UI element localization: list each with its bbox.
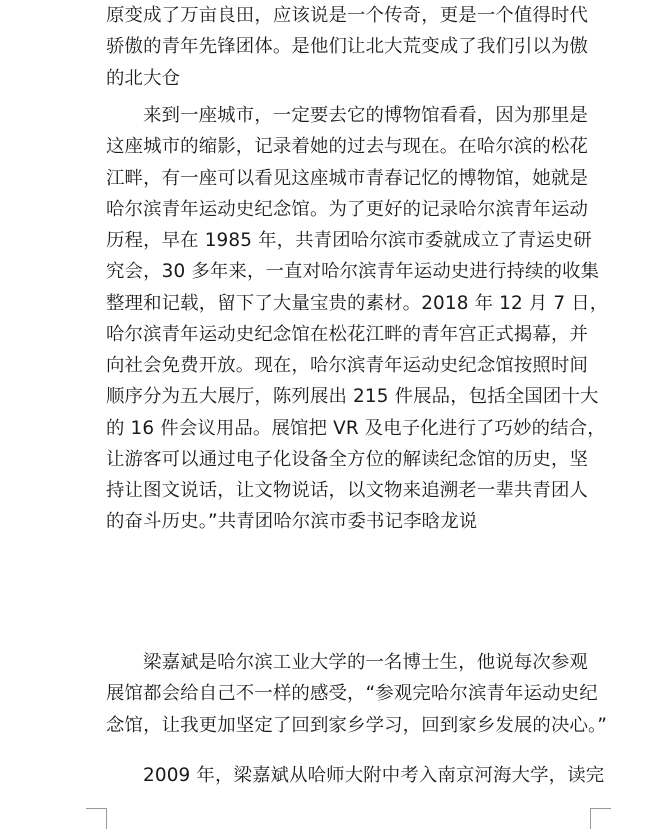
page-margin-marker-left — [86, 808, 107, 829]
paragraph-line: 顺序分为五大展厅，陈列展出 215 件展品，包括全国团十大 — [106, 386, 599, 408]
paragraph-line: 向社会免费开放。现在，哈尔滨青年运动史纪念馆按照时间 — [106, 355, 589, 376]
paragraph-line: 整理和记载，留下了大量宝贵的素材。2018 年 12 月 7 日， — [106, 292, 609, 314]
paragraph-line: 哈尔滨青年运动史纪念馆。为了更好的记录哈尔滨青年运动 — [106, 198, 589, 220]
paragraph-line: 江畔，有一座可以看见这座城市青春记忆的博物馆，她就是 — [106, 167, 589, 189]
paragraph-line: 持让图文说话，让文物说话，以文物来追溯老一辈共青团人 — [106, 480, 589, 501]
paragraph-4 — [106, 760, 605, 791]
paragraph-line: 的奋斗历史。”共青团哈尔滨市委书记李晗龙说 — [106, 511, 478, 533]
paragraph-3 — [106, 647, 608, 741]
paragraph-line: 骄傲的青年先锋团体。是他们让北大荒变成了我们引以为傲 — [106, 36, 589, 58]
paragraph-line: 梁嘉斌是哈尔滨工业大学的一名博士生，他说每次参观 — [143, 652, 588, 673]
paragraph-line: 2009 年，梁嘉斌从哈师大附中考入南京河海大学，读完 — [143, 765, 605, 786]
paragraph-line: 历程，早在 1985 年，共青团哈尔滨市委就成立了青运史研 — [106, 230, 592, 251]
paragraph-line: 究会，30 多年来，一直对哈尔滨青年运动史进行持续的收集 — [106, 261, 600, 283]
paragraph-line: 的 16 件会议用品。展馆把 VR 及电子化进行了巧妙的结合， — [106, 417, 606, 439]
paragraph-line: 哈尔滨青年运动史纪念馆在松花江畔的青年宫正式揭幕，并 — [106, 323, 589, 345]
paragraph-line: 来到一座城市，一定要去它的博物馆看看，因为那里是 — [143, 105, 588, 126]
paragraph-1 — [106, 0, 590, 94]
paragraph-line: 原变成了万亩良田，应该说是一个传奇，更是一个值得时代 — [106, 5, 589, 26]
paragraph-line: 的北大仓 — [106, 67, 181, 89]
page-margin-marker-right — [590, 808, 611, 829]
paragraph-2 — [106, 100, 609, 538]
paragraph-line: 这座城市的缩影，记录着她的过去与现在。在哈尔滨的松花 — [106, 136, 589, 158]
paragraph-line: 让游客可以通过电子化设备全方位的解读纪念馆的历史，坚 — [106, 448, 589, 470]
paragraph-line: 展馆都会给自己不一样的感受，“参观完哈尔滨青年运动史纪 — [106, 683, 598, 705]
paragraph-line: 念馆，让我更加坚定了回到家乡学习，回到家乡发展的决心。” — [106, 714, 608, 736]
